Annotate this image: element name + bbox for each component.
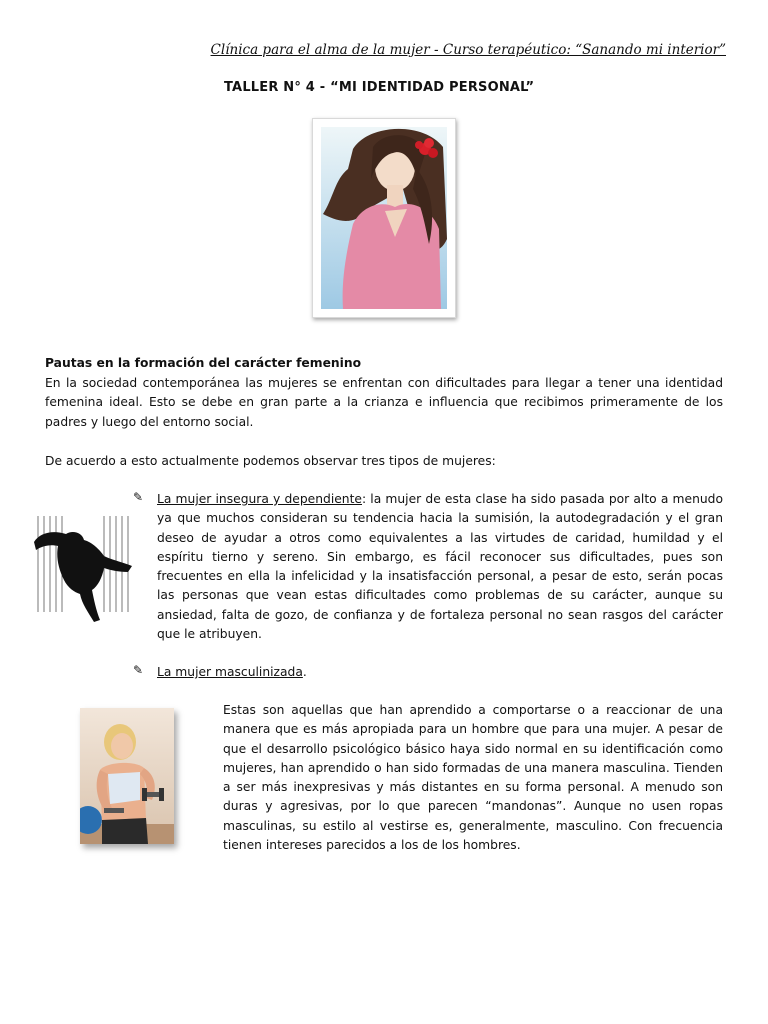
intro-paragraph: En la sociedad contemporánea las mujeres se enfrentan con dificultades para llegar a tener una identidad femenina ideal. Esto se debe en gran parte a la crianza e influencia que recibimos primeramente de los padres y luego del entorno social. (45, 376, 723, 429)
portrait-illustration (312, 118, 456, 318)
fitness-photo-svg (80, 708, 174, 844)
page-title: TALLER N° 4 - “MI IDENTIDAD PERSONAL” (224, 80, 535, 95)
portrait-svg (313, 119, 455, 317)
fitness-woman-photo (80, 708, 174, 844)
pencil-bullet-icon: ✎ (133, 490, 144, 504)
type-2-suffix: . (302, 665, 307, 679)
type-2-name: La mujer masculinizada (157, 665, 303, 679)
silhouette-svg (30, 512, 138, 624)
type-2-description: Estas son aquellas que han aprendido a comportarse o a reaccionar de una manera que es más apropiada para un hombre que para una mujer. A pesar de que el desarrollo psicológico básico haya sido normal en su identificación como mujeres, han aprendido o han sido formadas de una manera masculina. Tienden a ser más inexpresivas y más distantes en su forma personal. A menudo son duras y agresivas, por lo que parecen “mandonas”. Aunque no usen ropas masculinas, su estilo al vestirse es, generalmente, masculino. Con frecuencia tienen intereses parecidos a los de los hombres. (223, 703, 723, 853)
silhouette-illustration (30, 512, 138, 624)
section-heading: Pautas en la formación del carácter femenino (45, 356, 362, 370)
document-header: Clínica para el alma de la mujer - Curso terapéutico: “Sanando mi interior” (210, 42, 726, 58)
type-1-paragraph (157, 490, 723, 644)
type-1-name: La mujer insegura y dependiente (157, 492, 362, 506)
pencil-bullet-icon: ✎ (133, 663, 144, 677)
lead-paragraph: De acuerdo a esto actualmente podemos observar tres tipos de mujeres: (45, 454, 496, 468)
type-1-description: : la mujer de esta clase ha sido pasada por alto a menudo ya que muchos consideran su tendencia hacia la sumisión, la autodegradación y el gran deseo de ayudar a otros como equivalentes a las virtudes de caridad, humildad y el espíritu tierno y sereno. Sin embargo, es fácil reconocer sus dificultades, pues son frecuentes en ella la infelicidad y la insatisfacción personal, a pesar de esto, serán pocas las personas que vean estas dificultades como problemas de su carácter, aunque su ansiedad, falta de gozo, de confianza y de fortaleza personal no sean rasgos del carácter que le atribuyen. (157, 492, 723, 642)
type-2-heading (157, 663, 307, 682)
